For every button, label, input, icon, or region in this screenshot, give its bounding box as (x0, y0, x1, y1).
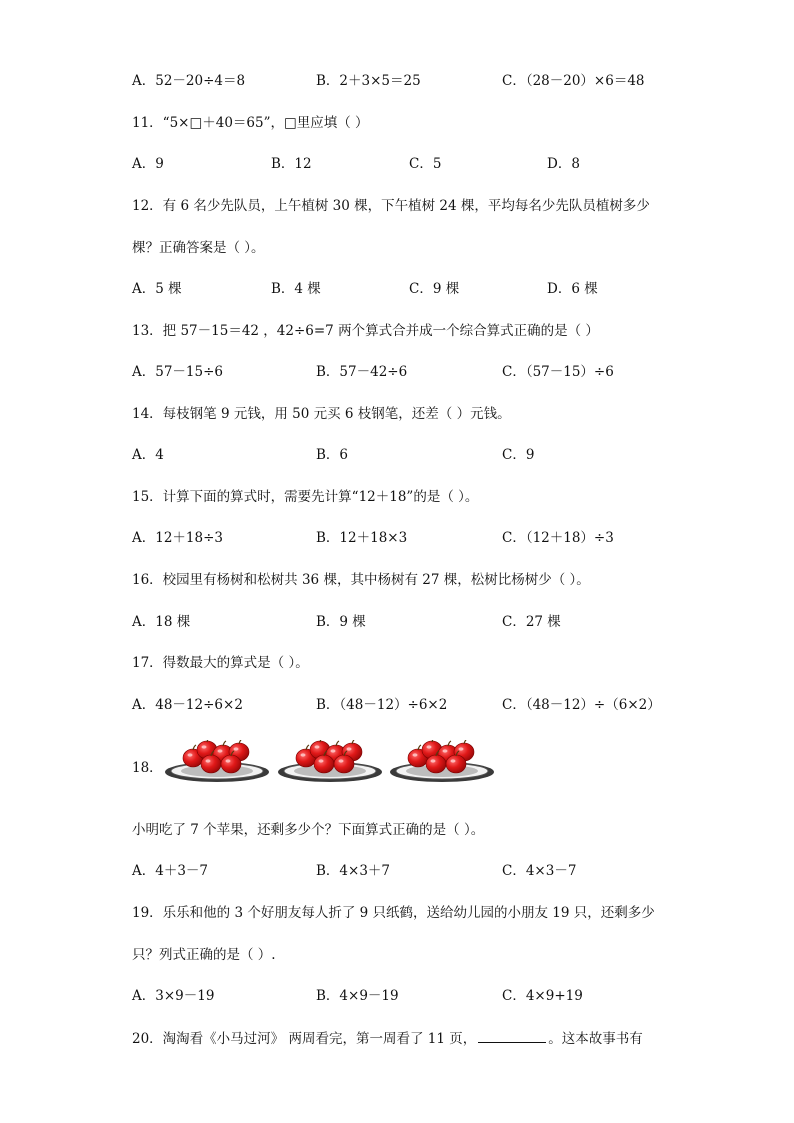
answer-option[interactable]: B．12＋18×3 (316, 530, 408, 546)
answer-blank[interactable] (478, 1029, 546, 1043)
question-line: 18． (132, 760, 163, 776)
answer-option[interactable]: C．（57－15）÷6 (502, 364, 614, 380)
answer-option[interactable]: A．57－15÷6 (132, 364, 224, 380)
answer-option[interactable]: A．5 棵 (132, 281, 182, 297)
question-line: 13．把 57－15＝42 ，42÷6=7 两个算式合并成一个综合算式正确的是（ ） (132, 323, 599, 339)
answer-option[interactable]: B．4 棵 (271, 281, 321, 297)
question-line: 17．得数最大的算式是（ ）。 (132, 655, 309, 671)
question-20-text-before: 20．淘淘看《小马过河》 两周看完，第一周看了 11 页， (132, 1031, 477, 1047)
answer-option[interactable]: A．52－20÷4＝8 (132, 73, 246, 89)
answer-option[interactable]: C．9 (502, 447, 535, 463)
answer-option[interactable]: C．5 (409, 156, 442, 172)
answer-option[interactable]: B．9 棵 (316, 614, 366, 630)
apple-plates-illustration (162, 740, 502, 784)
question-line: 12．有 6 名少先队员，上午植树 30 棵，下午植树 24 棵，平均每名少先队员植树多少 (132, 198, 650, 214)
answer-option[interactable]: A．48－12÷6×2 (132, 697, 243, 713)
answer-option[interactable]: C．（12＋18）÷3 (502, 530, 614, 546)
answer-option[interactable]: C．27 棵 (502, 614, 561, 630)
question-line: 14．每枝钢笔 9 元钱，用 50 元买 6 枝钢笔，还差（ ）元钱。 (132, 406, 511, 422)
answer-option[interactable]: D．8 (547, 156, 580, 172)
answer-option[interactable]: A．4＋3－7 (132, 863, 209, 879)
question-line: 11．“5×□＋40＝65”，□里应填（ ） (132, 115, 369, 131)
answer-option[interactable]: B．4×9－19 (316, 988, 399, 1004)
question-line: 只？列式正确的是（ ）. (132, 947, 276, 963)
answer-option[interactable]: D．6 棵 (547, 281, 598, 297)
answer-option[interactable]: C．4×3－7 (502, 863, 577, 879)
question-line: 15．计算下面的算式时，需要先计算“12＋18”的是（ ）。 (132, 489, 479, 505)
answer-option[interactable]: B．（48－12）÷6×2 (316, 697, 448, 713)
question-20 (132, 1029, 643, 1048)
answer-option[interactable]: A．3×9－19 (132, 988, 215, 1004)
answer-option[interactable]: C．（48－12）÷（6×2） (502, 697, 661, 713)
answer-option[interactable]: A．18 棵 (132, 614, 191, 630)
answer-option[interactable]: A．12＋18÷3 (132, 530, 224, 546)
answer-option[interactable]: C．9 棵 (409, 281, 460, 297)
answer-option[interactable]: B．6 (316, 447, 349, 463)
question-line: 19．乐乐和他的 3 个好朋友每人折了 9 只纸鹤，送给幼儿园的小朋友 19 只，还剩多少 (132, 905, 655, 921)
answer-option[interactable]: B．4×3＋7 (316, 863, 390, 879)
plate-of-apples (165, 740, 269, 782)
plate-of-apples (278, 740, 382, 782)
answer-option[interactable]: C．4×9+19 (502, 988, 583, 1004)
question-line: 棵？正确答案是（ ）。 (132, 240, 265, 256)
answer-option[interactable]: B．2＋3×5＝25 (316, 73, 421, 89)
question-20-text-after: 。这本故事书有 (548, 1031, 643, 1047)
answer-option[interactable]: A．9 (132, 156, 164, 172)
question-line: 小明吃了 7 个苹果，还剩多少个？下面算式正确的是（ ）。 (132, 822, 485, 838)
answer-option[interactable]: B．12 (271, 156, 312, 172)
answer-option[interactable]: C．（28－20）×6＝48 (502, 73, 645, 89)
answer-option[interactable]: A．4 (132, 447, 164, 463)
answer-option[interactable]: B．57－42÷6 (316, 364, 408, 380)
question-line: 16．校园里有杨树和松树共 36 棵，其中杨树有 27 棵，松树比杨树少（ ）。 (132, 572, 590, 588)
plate-of-apples (390, 740, 494, 782)
